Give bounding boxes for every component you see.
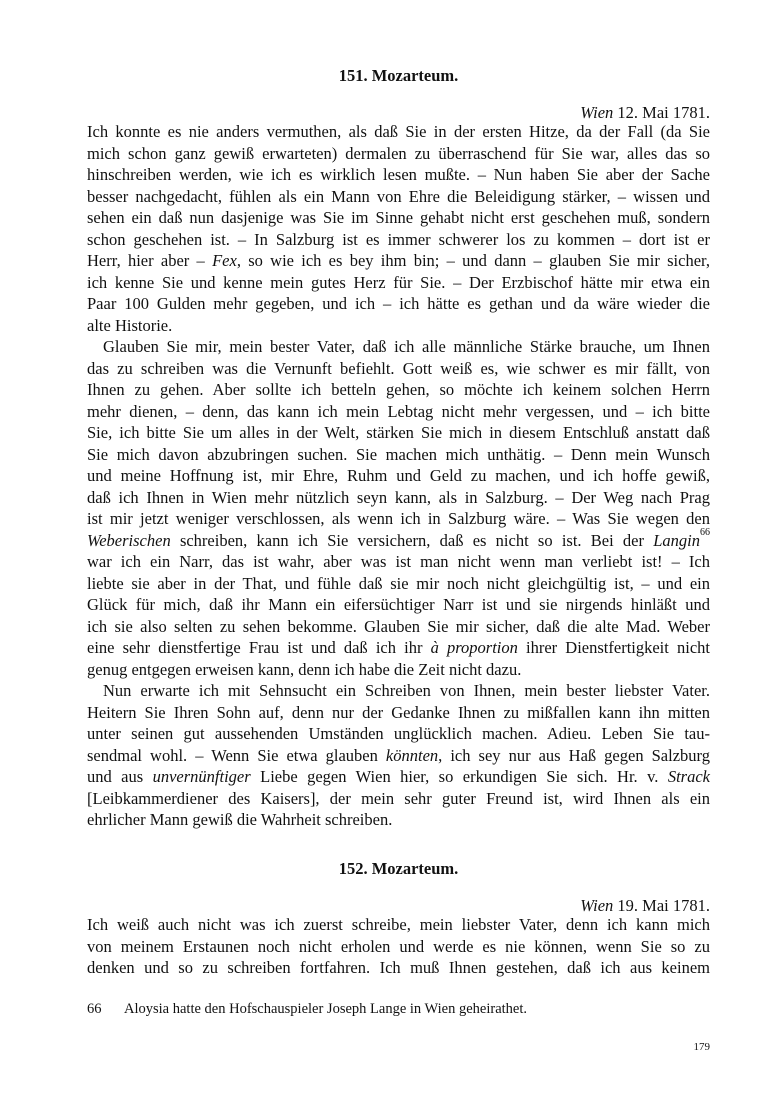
text-line	[87, 508, 710, 530]
text-line	[87, 487, 710, 509]
letter-152-dateline	[87, 896, 710, 916]
text-run: Sie, ich bitte Sie um alles in der Welt, stärken Sie mich in diesem Entschluß anstatt daß	[87, 423, 710, 442]
text-line	[87, 526, 710, 552]
text-run: Glück für mich, daß ihr Mann ein eifersüchtiger Narr ist und sie nirgends hinläßt und	[87, 595, 710, 614]
text-line	[87, 723, 710, 745]
text-run: ihrer Dienstfertigkeit nicht	[517, 638, 710, 657]
footnote	[87, 1001, 527, 1018]
text-run: alte Historie.	[87, 315, 173, 335]
text-run: mehr dienen, – denn, das kann ich mein Lebtag nicht mehr vergessen, und – ich bitte	[87, 401, 710, 421]
letter-152-date: 19. Mai 1781.	[617, 896, 710, 915]
text-run: Liebe gegen Wien hier, so erkundigen Sie sich. Hr. v.	[250, 767, 668, 786]
text-line	[87, 143, 710, 165]
text-run: mich schon ganz gewiß erwarteten) dermalen zu überraschend für Sie war, alles das so	[87, 143, 710, 163]
text-run: ehrlicher Mann gewiß die Wahrheit schreiben.	[87, 810, 393, 829]
text-run: [Leibkammerdiener des Kaisers], der mein sehr guter Freund ist, wird Ihnen als ein	[87, 788, 710, 808]
text-line	[87, 551, 710, 573]
text-line	[87, 444, 710, 466]
text-line	[87, 616, 710, 638]
text-run: und aus	[87, 767, 153, 786]
text-run: und meine Hoffnung ist, mir Ehre, Ruhm und Geld zu machen, und ich hoffe gewiß,	[87, 466, 710, 485]
letter-151-dateline	[87, 103, 710, 123]
text-run: denken und so zu schreiben fortfahren. Ich muß Ihnen gestehen, daß ich aus keinem	[87, 958, 710, 977]
text-run: Sie mich davon abzubringen suchen. Sie machen mich unthätig. – Denn mein Wunsch	[87, 444, 710, 464]
text-run: , ich sey nur aus Haß gegen Salzburg	[438, 745, 710, 765]
text-line	[87, 936, 710, 958]
text-line	[87, 272, 710, 294]
text-line	[87, 164, 710, 186]
footnote-number: 66	[87, 1001, 102, 1017]
italic-text: à proportion	[430, 638, 518, 657]
text-line	[87, 379, 710, 401]
text-run: unter seinen gut aussehenden Umständen unglücklich machen. Adieu. Leben Sie tau-	[87, 724, 710, 743]
text-run: schon geschehen ist. – In Salzburg ist es immer schwerer los zu kommen – dort ist er	[87, 229, 710, 249]
text-line	[87, 702, 710, 724]
text-line	[87, 745, 710, 767]
text-run: besser nachgedacht, fühlen als ein Mann von Ehre die Beleidigung stärker, – wissen und	[87, 186, 710, 206]
text-run: genug entgegen erweisen kann, denn ich habe die Zeit nicht dazu.	[87, 659, 522, 679]
page-number: 179	[693, 1041, 710, 1053]
text-line	[87, 186, 710, 208]
text-line	[87, 788, 710, 810]
letter-151-body	[87, 121, 710, 831]
footnote-ref: 66	[700, 526, 710, 538]
text-run: eine sehr dienstfertige Frau ist und daß ich ihr	[87, 638, 431, 657]
letter-151-heading: 151. Mozarteum.	[338, 66, 459, 85]
text-line	[87, 121, 710, 143]
letter-152-heading: 152. Mozarteum.	[338, 859, 459, 878]
text-run: hinschreiben werden, wie ich es wirklich lesen mußte. – Nun haben Sie aber der Sache	[87, 165, 710, 184]
text-line	[87, 637, 710, 659]
text-line	[87, 957, 710, 979]
italic-text: Strack	[667, 767, 710, 786]
text-run: Heitern Sie Ihren Sohn auf, denn nur der Gedanke Ihnen zu mißfallen kann ihn mitten	[87, 702, 710, 722]
letter-151-date: 12. Mai 1781.	[617, 103, 710, 122]
text-run: Nun erwarte ich mit Sehnsucht ein Schreiben von Ihnen, mein bester liebster Vater.	[103, 681, 710, 700]
text-run: ich sie also selten zu sehen bekomme. Glauben Sie mir sicher, daß die alte Mad. Weber	[87, 616, 710, 636]
text-run: sehen ein daß nun dasjenige was Sie im Sinne gehabt nicht erst geschehen muß, sondern	[87, 208, 710, 227]
italic-text: Fex	[212, 251, 237, 270]
text-run: liebte sie aber in der That, und fühle daß sie mir noch nicht gleichgültig ist, – und ein	[87, 573, 710, 593]
italic-text: Langin	[653, 530, 700, 550]
text-line	[87, 573, 710, 595]
text-run: das zu schreiben was die Vernunft befiehlt. Gott weiß es, wie schwer es mir fällt, von	[87, 358, 710, 378]
text-line	[87, 914, 710, 936]
text-run: Herr, hier aber –	[87, 251, 213, 270]
text-run: , so wie ich es bey ihm bin; – und dann – glauben Sie mir sicher,	[236, 251, 710, 270]
letter-152-place: Wien	[580, 896, 614, 915]
text-line	[87, 809, 710, 831]
text-line	[87, 594, 710, 616]
text-line	[87, 207, 710, 229]
text-run: ist mir jetzt weniger verschlossen, als wenn ich in Salzburg wäre. – Was Sie wegen den	[87, 509, 710, 528]
text-run: Ich weiß auch nicht was ich zuerst schreibe, mein liebster Vater, denn ich kann mich	[87, 915, 710, 934]
text-line	[87, 229, 710, 251]
text-line	[87, 422, 710, 444]
text-line	[87, 766, 710, 788]
text-line	[87, 293, 710, 315]
text-run: Ihnen zu gehen. Aber sollte ich betteln gehen, so möchte ich keinem solchen Herrn	[87, 380, 710, 399]
text-run: ich kenne Sie und kenne mein gutes Herz für Sie. – Der Erzbischof hätte mir etwa ein	[87, 272, 710, 292]
text-line	[87, 659, 710, 681]
text-run: sendmal wohl. – Wenn Sie etwa glauben	[87, 745, 386, 765]
text-line	[87, 401, 710, 423]
italic-text: könnten	[385, 745, 439, 765]
text-line	[87, 336, 710, 358]
italic-text: unvernünftiger	[152, 767, 251, 786]
text-line	[87, 250, 710, 272]
letter-152-body	[87, 914, 710, 979]
text-run: Glauben Sie mir, mein bester Vater, daß ich alle männliche Stärke brauche, um Ihnen	[103, 337, 710, 356]
text-run: Ich konnte es nie anders vermuthen, als daß Sie in der ersten Hitze, da der Fall (da Sie	[87, 122, 710, 141]
text-run: schreiben, kann ich Sie versichern, daß es nicht so ist. Bei der	[170, 530, 654, 550]
footnote-text: Aloysia hatte den Hofschauspieler Joseph Lange in Wien geheirathet.	[124, 1001, 528, 1017]
letter-151-place: Wien	[580, 103, 614, 122]
text-line	[87, 358, 710, 380]
text-run: Paar 100 Gulden mehr gegeben, und ich – ich hätte es gethan und da wäre wieder die	[87, 294, 710, 313]
text-run: war ich ein Narr, das ist wahr, aber was ist man nicht wenn man verliebt ist! – Ich	[87, 552, 710, 571]
text-run: von meinem Erstaunen noch nicht erholen und werde es nie können, wenn Sie so zu	[87, 936, 710, 956]
text-line	[87, 680, 710, 702]
text-line	[87, 315, 710, 337]
text-line	[87, 465, 710, 487]
text-run: daß ich Ihnen in Wien mehr nützlich seyn kann, als in Salzburg. – Der Weg nach Prag	[87, 487, 710, 507]
italic-text: Weberischen	[87, 530, 171, 550]
